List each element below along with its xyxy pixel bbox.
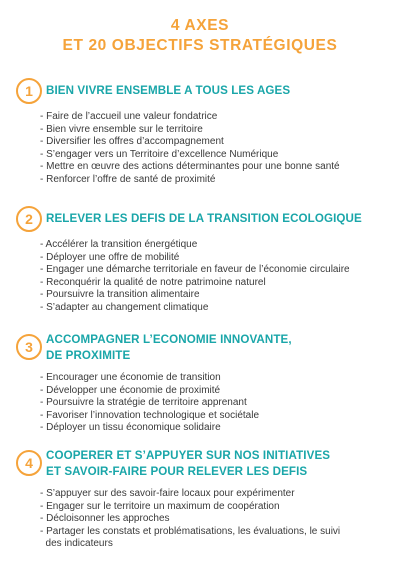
list-item: - Renforcer l’offre de santé de proximité (40, 173, 216, 185)
list-item: - S’engager vers un Territoire d’excellence Numérique (40, 148, 279, 160)
objectives-list (40, 372, 385, 435)
axis-title-line-2: ET SAVOIR-FAIRE POUR RELEVER LES DEFIS (46, 465, 308, 478)
axis-number-badge: 2 (16, 206, 42, 232)
list-item: - Favoriser l’innovation technologique et sociétale (40, 409, 260, 421)
list-item: - Faire de l’accueil une valeur fondatrice (40, 111, 218, 122)
axis-number-badge: 1 (16, 78, 42, 104)
axis-title-line-2: DE PROXIMITE (46, 349, 131, 362)
page-title-line-1: 4 AXES (170, 17, 230, 34)
list-item: - Poursuivre la transition alimentaire (40, 289, 200, 301)
list-item: - S’adapter au changement climatique (40, 301, 209, 313)
axis-section-1 (16, 78, 386, 188)
list-item: - Reconquérir la qualité de notre patrimoine naturel (40, 276, 266, 288)
list-item: - Déployer une offre de mobilité (40, 251, 180, 263)
list-item: - Encourager une économie de transition (40, 372, 221, 383)
list-item: - Bien vivre ensemble sur le territoire (40, 123, 203, 135)
axis-section-4 (16, 448, 386, 568)
list-item: - Poursuivre la stratégie de territoire apprenant (40, 397, 247, 409)
list-item: - Partager les constats et problématisations, les évaluations, le suivi (40, 525, 341, 537)
list-item: - Décloisonner les approches (40, 513, 170, 525)
axis-title (46, 332, 386, 364)
axis-title (46, 448, 386, 480)
list-item: - Accélérer la transition énergétique (40, 239, 198, 250)
list-item: - Engager sur le territoire un maximum de coopération (40, 500, 280, 512)
axis-number-badge: 4 (16, 450, 42, 476)
axis-title: RELEVER LES DEFIS DE LA TRANSITION ECOLOGIQUE (46, 212, 362, 225)
axis-section-2 (16, 206, 386, 316)
axis-section-3 (16, 332, 386, 442)
page-title-line-2: ET 20 OBJECTIFS STRATÉGIQUES (62, 37, 338, 54)
list-item: - Engager une démarche territoriale en faveur de l’économie circulaire (40, 264, 350, 276)
objectives-list (40, 111, 385, 187)
axis-title-line-1: ACCOMPAGNER L’ECONOMIE INNOVANTE, (46, 333, 292, 346)
list-item: - Mettre en œuvre des actions déterminantes pour une bonne santé (40, 161, 340, 173)
axis-title-line-1: COOPERER ET S’APPUYER SUR NOS INITIATIVES (46, 449, 331, 462)
axis-title: BIEN VIVRE ENSEMBLE A TOUS LES AGES (46, 84, 291, 97)
objectives-list (40, 488, 385, 551)
objectives-list (40, 239, 385, 315)
axis-number-badge: 3 (16, 334, 42, 360)
list-item: - Développer une économie de proximité (40, 384, 221, 396)
list-item: - S’appuyer sur des savoir-faire locaux pour expérimenter (40, 488, 295, 499)
list-item: - Déployer un tissu économique solidaire (40, 422, 221, 434)
list-item: des indicateurs (40, 538, 113, 550)
list-item: - Diversifier les offres d’accompagnement (40, 136, 224, 148)
